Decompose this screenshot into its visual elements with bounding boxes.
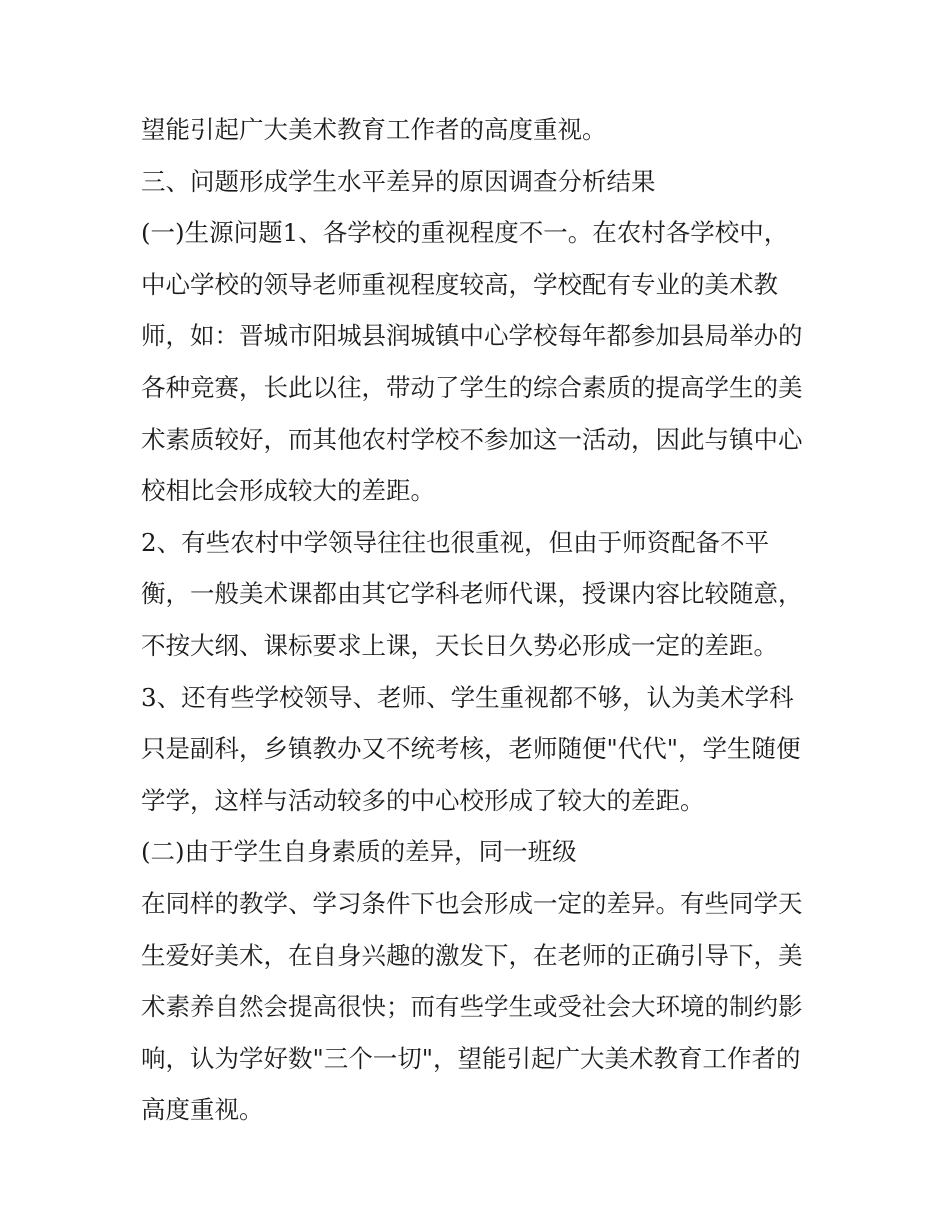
text-line: 中心学校的领导老师重视程度较高，学校配有专业的美术教: [141, 269, 778, 299]
text-line: 3、还有些学校领导、老师、学生重视都不够，认为美术学科: [141, 682, 794, 712]
text-line: 响，认为学好数"三个一切"，望能引起广大美术教育工作者的: [141, 1043, 801, 1073]
text-line: 2、有些农村中学领导往往也很重视，但由于师资配备不平: [141, 527, 770, 557]
text-line: 只是副科，乡镇教办又不统考核，老师随便"代代"，学生随便: [141, 734, 801, 764]
text-line: 校相比会形成较大的差距。: [141, 476, 435, 506]
section-heading: 三、问题形成学生水平差异的原因调查分析结果: [141, 166, 656, 196]
text-line: (一)生源问题1、各学校的重视程度不一。在农村各学校中，: [141, 218, 789, 248]
text-line: 各种竞赛，长此以往，带动了学生的综合素质的提高学生的美: [141, 372, 803, 402]
text-line: 学学，这样与活动较多的中心校形成了较大的差距。: [141, 785, 705, 815]
text-line: 术素养自然会提高很快；而有些学生或受社会大环境的制约影: [141, 992, 803, 1022]
text-line: 望能引起广大美术教育工作者的高度重视。: [141, 115, 607, 144]
text-line: 师，如：晋城市阳城县润城镇中心学校每年都参加县局举办的: [141, 321, 803, 351]
text-line: 在同样的教学、学习条件下也会形成一定的差异。有些同学天: [141, 888, 803, 918]
document-body: [141, 104, 821, 1136]
text-line: 生爱好美术，在自身兴趣的激发下，在老师的正确引导下，美: [141, 940, 803, 970]
text-line: 不按大纲、课标要求上课，天长日久势必形成一定的差距。: [141, 630, 778, 660]
text-line: 高度重视。: [141, 1095, 264, 1125]
text-line: 术素质较好，而其他农村学校不参加这一活动，因此与镇中心: [141, 424, 803, 454]
text-line: 衡，一般美术课都由其它学科老师代课，授课内容比较随意，: [141, 579, 803, 609]
subsection-heading: (二)由于学生自身素质的差异，同一班级: [141, 837, 577, 867]
